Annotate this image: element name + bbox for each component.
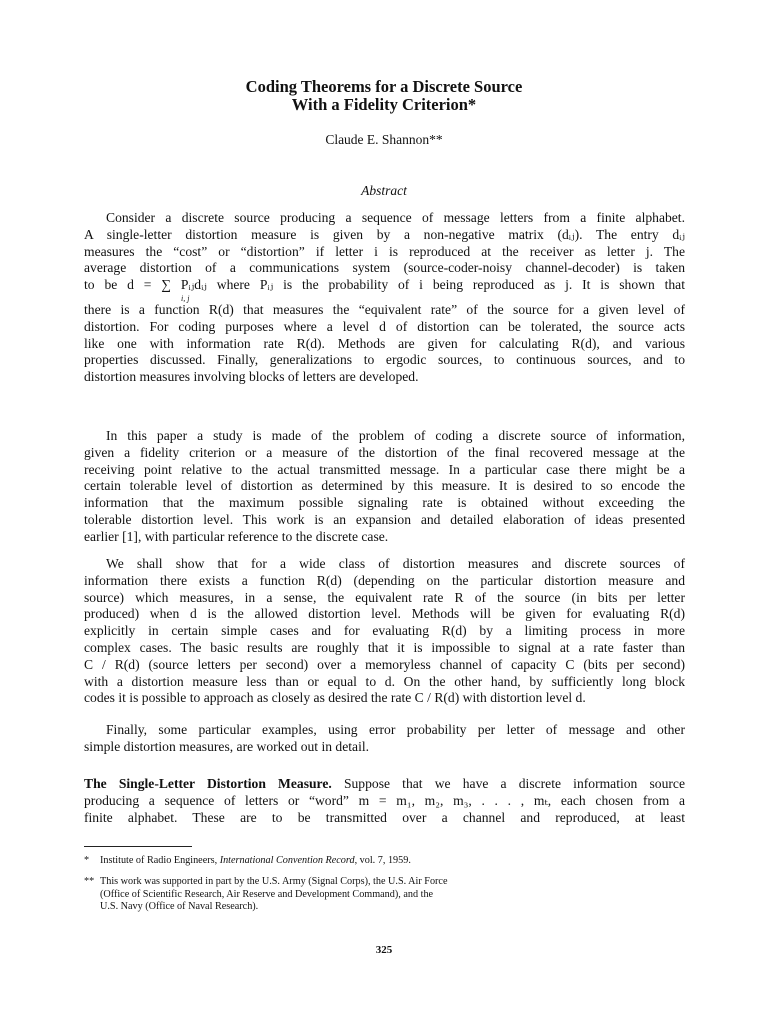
abstract-line: like one with information rate R(d). Methods are given for calculating R(d), and various (84, 335, 685, 351)
body-line: producing a sequence of letters or “word” m = m₁, m₂, m₃, . . . , mₜ, each chosen from a (84, 792, 685, 808)
paper-title-line-1: Coding Theorems for a Discrete Source (245, 77, 523, 96)
abstract-line: Consider a discrete source producing a sequence of message letters from a finite alphabet. (106, 210, 685, 225)
body-line: certain tolerable level of distortion as determined by this measure. It is desired to so encode the (84, 478, 685, 494)
body-line: information that the maximum possible signaling rate is obtained without exceeding the (84, 495, 685, 511)
abstract-line: properties discussed. Finally, generalizations to ergodic sources, to continuous sources, and to (84, 352, 685, 368)
body-line: We shall show that for a wide class of distortion measures and discrete sources of (106, 556, 685, 571)
abstract-sum-row (84, 277, 685, 304)
abstract-line: average distortion of a communications system (source-coder-noisy channel-decoder) is taken (84, 260, 685, 276)
body-line: receiving point relative to the actual transmitted message. In a particular case there might be a (84, 461, 685, 477)
body-line: given a fidelity criterion or a measure of the distortion of the final recovered message at the (84, 444, 685, 460)
intro-paragraph-1 (84, 428, 685, 546)
abstract-line: distortion. For coding purposes where a level d of distortion can be tolerated, the source acts (84, 318, 685, 334)
abstract-line: there is a function R(d) that measures the “equivalent rate” of the source for a given level of (84, 301, 685, 317)
footnote-1 (84, 855, 644, 868)
abstract-heading: Abstract (361, 183, 407, 198)
body-line: Finally, some particular examples, using error probability per letter of message and other (106, 722, 685, 737)
body-line: simple distortion measures, are worked out in detail. (84, 738, 370, 754)
body-line: complex cases. The basic results are roughly that it is impossible to signal at a rate faster than (84, 639, 685, 655)
footnote-mark: ** (84, 876, 95, 887)
abstract-line: distortion measures involving blocks of letters are developed. (84, 369, 419, 385)
footnote-text: This work was supported in part by the U.S. Army (Signal Corps), the U.S. Air Force (100, 876, 448, 887)
body-line: codes it is possible to approach as closely as desired the rate C / R(d) with distortion level d. (84, 690, 586, 706)
body-line: finite alphabet. These are to be transmitted over a channel and reproduced, at least (84, 809, 685, 825)
footnote-text: U.S. Navy (Office of Naval Research). (100, 901, 259, 912)
footnote-text: (Office of Scientific Research, Air Reserve and Development Command), and the (100, 888, 434, 900)
footnote-text: , vol. 7, 1959. (354, 855, 411, 866)
body-line: produced) when d is the allowed distortion level. Methods will be given for evaluating R(d) (84, 606, 685, 622)
section-heading: The Single-Letter Distortion Measure. (84, 776, 332, 791)
body-line: information there exists a function R(d) (depending on the particular distortion measure and (84, 572, 685, 588)
body-line: Suppose that we have a discrete information source (343, 776, 685, 791)
abstract-line: to be d = ∑ Pᵢⱼdᵢⱼ where Pᵢⱼ is the probability of i being reproduced as j. It is shown that (84, 277, 685, 293)
abstract-body (84, 210, 685, 386)
intro-paragraph-2 (84, 556, 685, 707)
author: Claude E. Shannon** (325, 132, 443, 147)
section-first-line (84, 776, 685, 793)
footnote-mark: * (84, 855, 90, 866)
body-line: explicitly in certain simple cases and for evaluating R(d) by a limiting process in more (84, 623, 685, 639)
body-line: In this paper a study is made of the problem of coding a discrete source of information, (106, 428, 685, 443)
footnote-rule (84, 846, 192, 847)
abstract-line: measures the “cost” or “distortion” if letter i is reproduced at the receiver as letter j. The (84, 243, 685, 259)
sum-index-subscript: i, j (181, 294, 190, 304)
footnote-2 (84, 876, 644, 914)
section-single-letter-distortion (84, 776, 685, 826)
footnote-publication: International Convention Record (219, 855, 355, 866)
body-line: with a distortion measure less than or equal to d. On the other hand, by sufficiently long block (84, 673, 685, 689)
page-number: 325 (375, 944, 393, 956)
body-line: source) which measures, in a sense, the equivalent rate R of the source (in bits per letter (84, 589, 685, 605)
abstract-line: A single-letter distortion measure is given by a non-negative matrix (dᵢⱼ). The entry dᵢⱼ (84, 226, 685, 242)
intro-paragraph-3 (84, 722, 685, 756)
paper-title-line-2: With a Fidelity Criterion* (291, 95, 477, 114)
body-line: tolerable distortion level. This work is an expansion and detailed elaboration of ideas presented (84, 511, 685, 527)
body-line: C / R(d) (source letters per second) over a memoryless channel of capacity C (bits per second) (84, 656, 685, 672)
footnote-text: Institute of Radio Engineers, (100, 855, 220, 866)
body-line: earlier [1], with particular reference to the discrete case. (84, 528, 389, 544)
